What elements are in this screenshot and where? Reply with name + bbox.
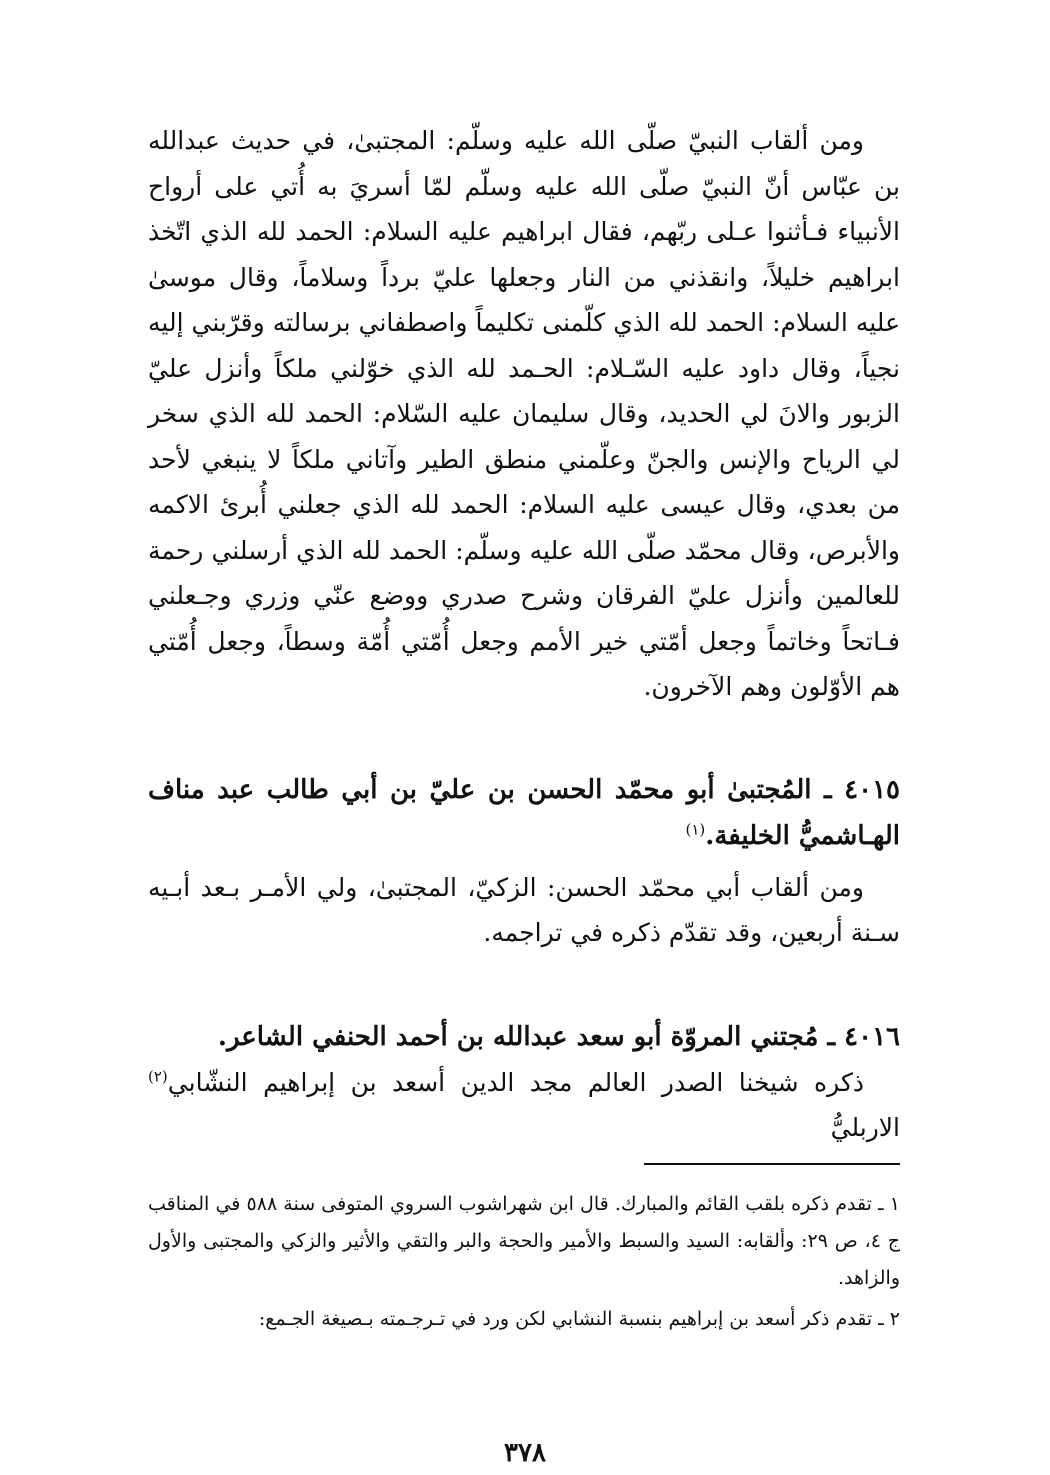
footnote-ref-1: (١)	[685, 819, 706, 838]
entry-body-4016-text: ذكره شيخنا الصدر العالم مجد الدين أسعد بن إبراهيم النشّابي	[167, 1067, 864, 1097]
footnote-1: ١ ـ تقدم ذكره بلقب القائم والمبارك. قال ابن شهراشوب السروي المتوفى سنة ٥٨٨ في المناقب ج ٤، ص ٢٩: وألقابه: السيد والسبط والأمير والحجة والبر والتقي والأثير والزكي والمجتبى والأول والزاهد.	[148, 1193, 900, 1289]
entry-heading-4015-text: ٤٠١٥ ـ المُجتبىٰ أبو محمّد الحسن بن عليّ بن أبي طالب عبد مناف الهـاشميُّ الخليفة.	[148, 774, 900, 851]
entry-heading-4015	[148, 767, 900, 859]
body-paragraph-prophet-titles: ومن ألقاب النبيّ صلّى الله عليه وسلّم: المجتبىٰ، في حديث عبدالله بن عبّاس أنّ النبيّ صلّى الله عليه وسلّم لمّا أسريَ به أُتي على أرواح الأنبياء فـأثنوا عـلى ربّهم، فقال ابراهيم عليه السلام: الحمد لله الذي اتّخذ ابراهيم خليلاً، وانقذني من النار وجعلها عليّ برداً وسلاماً، وقال موسىٰ عليه السلام: الحمد لله الذي كلّمنى تكليماً واصطفاني برسالته وقرّبني إليه نجياً، وقال داود عليه السّـلام: الحـمد لله الذي خوّلني ملكاً وأنزل عليّ الزبور والانَ لي الحديد، وقال سليمان عليه السّلام: الحمد لله الذي سخر لي الرياح والإنس والجنّ وعلّمني منطق الطير وآتاني ملكاً لا ينبغي لأحد من بعدي، وقال عيسى عليه السلام: الحمد لله الذي جعلني أُبرئ الاكمه والأبرص، وقال محمّد صلّى الله عليه وسلّم: الحمد لله الذي أرسلني رحمة للعالمين وأنزل عليّ الفرقان وشرح صدري ووضع عنّي وزري وجـعلني فـاتحاً وخاتماً وجعل أمّتي خير الأمم وجعل أُمّتي أُمّة وسطاً، وجعل أُمّتي هم الأوّلون وهم الآخرون.	[148, 126, 900, 701]
page-number: ٣٧٨	[504, 1438, 546, 1468]
footnotes	[148, 1186, 900, 1342]
entry-body-4016	[148, 1060, 900, 1151]
footnote-ref-2: (٢)	[148, 1067, 168, 1086]
entry-heading-4016: ٤٠١٦ ـ مُجتني المروّة أبو سعد عبدالله بن أحمد الحنفي الشاعر.	[217, 1021, 900, 1052]
footnote-2: ٢ ـ تقدم ذكر أسعد بن إبراهيم بنسبة النشابي لكن ورد في تـرجـمته بـصيغة الجـمع:	[258, 1308, 900, 1330]
entry-body-4015: ومن ألقاب أبي محمّد الحسن: الزكيّ، المجتبىٰ، ولي الأمـر بـعد أبـيه سـنة أربعين، وقد تقدّم ذكره في تراجمه.	[148, 872, 900, 947]
entry-body-4016-text-end: الاربليُّ	[830, 1113, 900, 1142]
footnote-separator	[644, 1163, 900, 1165]
main-text	[148, 118, 900, 1151]
